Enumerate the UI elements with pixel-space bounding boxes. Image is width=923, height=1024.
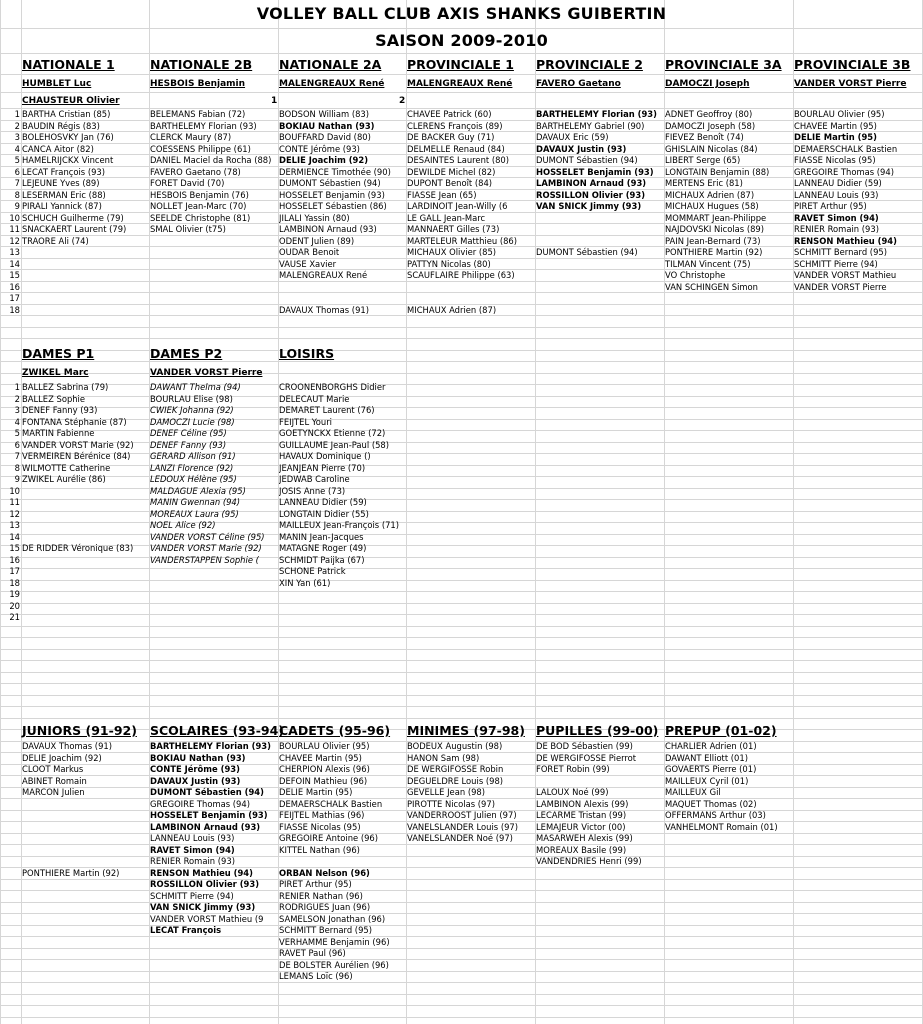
- player-entry: RENIER Romain (93): [150, 856, 235, 866]
- player-entry: GEVELLE Jean (98): [407, 787, 486, 797]
- row-number: 13: [9, 247, 20, 257]
- player-entry: ADNET Geoffroy (80): [665, 109, 753, 119]
- player-entry: LAMBINON Arnaud (93): [536, 178, 647, 188]
- player-entry: SCAUFLAIRE Philippe (63): [407, 270, 515, 280]
- player-entry: VAN SNICK Jimmy (93): [150, 902, 256, 912]
- player-entry: VANHELMONT Romain (01): [665, 821, 778, 832]
- player-entry: DEGUELDRE Louis (98): [407, 775, 504, 786]
- player-entry: ROSSILLON Olivier (93): [536, 189, 646, 200]
- player-entry: LE GALL Jean-Marc: [407, 212, 486, 223]
- player-entry: MAILLEUX Cyril (01): [665, 775, 749, 786]
- player-entry: NOEL Alice (92): [150, 520, 216, 530]
- team-coach: VANDER VORST Pierre: [794, 79, 907, 89]
- player-entry: BARTHELEMY Florian (93): [150, 120, 257, 131]
- row-number: 7: [14, 178, 20, 188]
- player-entry: DAVAUX Thomas (91): [22, 741, 113, 751]
- player-entry: LANNEAU Didier (59): [794, 178, 882, 188]
- team-header: PUPILLES (99-00): [536, 723, 659, 738]
- team-header: DAMES P2: [150, 346, 223, 361]
- player-entry: SMAL Olivier (t75): [150, 224, 226, 234]
- player-entry: NAJDOVSKI Nicolas (89): [665, 224, 765, 234]
- player-entry: DAVAUX Justin (93): [536, 143, 627, 154]
- row-number: 1: [14, 109, 20, 119]
- row-number: 16: [9, 554, 20, 565]
- player-entry: DE RIDDER Véronique (83): [22, 543, 134, 553]
- player-entry: DE BACKER Guy (71): [407, 132, 495, 142]
- team-coach: ZWIKEL Marc: [22, 368, 89, 378]
- player-entry: VANDENDRIES Henri (99): [536, 856, 642, 866]
- player-entry: VANDER VORST Céline (95): [150, 531, 265, 542]
- player-entry: RENSON Mathieu (94): [150, 867, 253, 878]
- player-entry: ODENT Julien (89): [279, 235, 355, 246]
- player-entry: DERMIENCE Timothée (90): [279, 166, 391, 177]
- team-header: SCOLAIRES (93-94): [150, 723, 285, 738]
- player-entry: DAWANT Thelma (94): [150, 382, 241, 392]
- player-entry: PONTHIERE Martin (92): [665, 247, 763, 257]
- player-entry: MOREAUX Laura (95): [150, 508, 239, 519]
- player-entry: BOKIAU Nathan (93): [279, 120, 375, 131]
- team-coach: FAVERO Gaetano: [536, 79, 621, 89]
- player-entry: RENIER Nathan (96): [279, 890, 363, 901]
- row-number: 18: [9, 577, 20, 588]
- player-entry: CHAVEE Martin (95): [279, 752, 362, 763]
- player-entry: CANCA Aitor (82): [22, 143, 94, 154]
- player-entry: DELIE Joachim (92): [279, 155, 369, 165]
- player-entry: LESERMAN Eric (88): [22, 189, 106, 200]
- player-entry: PIROTTE Nicolas (97): [407, 798, 495, 809]
- player-entry: BALLEZ Sabrina (79): [22, 382, 109, 392]
- player-entry: BALLEZ Sophie: [22, 393, 86, 404]
- player-entry: CHERPION Alexis (96): [279, 764, 370, 774]
- row-number: 5: [14, 428, 20, 438]
- player-entry: MALDAGUE Alexia (95): [150, 485, 246, 496]
- player-entry: HOSSELET Benjamin (93): [150, 810, 268, 820]
- player-entry: HOSSELET Benjamin (93): [536, 166, 654, 177]
- player-entry: GREGOIRE Thomas (94): [150, 798, 250, 809]
- player-entry: BARTHELEMY Florian (93): [150, 741, 271, 751]
- player-entry: BOURLAU Olivier (95): [794, 109, 885, 119]
- player-entry: DAVAUX Eric (59): [536, 132, 609, 142]
- player-entry: PONTHIERE Martin (92): [22, 867, 120, 878]
- player-entry: KITTEL Nathan (96): [279, 844, 360, 855]
- row-number: 15: [9, 543, 20, 553]
- team-header: DAMES P1: [22, 346, 95, 361]
- player-entry: LANNEAU Didier (59): [279, 497, 367, 507]
- player-entry: VANDER VORST Marie (92): [22, 439, 134, 450]
- player-entry: DESAINTES Laurent (80): [407, 155, 510, 165]
- player-entry: CWIEK Johanna (92): [150, 405, 234, 415]
- player-entry: VANELSLANDER Louis (97): [407, 821, 519, 832]
- player-entry: MOMMART Jean-Philippe: [665, 212, 767, 223]
- player-entry: VAN SNICK Jimmy (93): [536, 201, 642, 211]
- player-entry: ABINET Romain: [22, 775, 87, 786]
- player-entry: MALENGREAUX René: [279, 270, 368, 280]
- player-entry: DELIE Martin (95): [794, 132, 877, 142]
- player-entry: DE BOD Sébastien (99): [536, 741, 633, 751]
- team-header: NATIONALE 2A: [279, 57, 382, 72]
- player-entry: SCHUCH Guilherme (79): [22, 212, 124, 223]
- row-number: 3: [14, 405, 20, 415]
- player-entry: JEDWAB Caroline: [279, 474, 350, 484]
- player-entry: CLERCK Maury (87): [150, 132, 232, 142]
- player-entry: LANNEAU Louis (93): [794, 189, 879, 200]
- team-header: NATIONALE 1: [22, 57, 115, 72]
- row-number: 21: [9, 612, 20, 622]
- player-entry: RAVET Paul (96): [279, 948, 346, 958]
- row-number: 11: [9, 497, 20, 507]
- player-entry: TILMAN Vincent (75): [665, 258, 751, 269]
- player-entry: BARTHELEMY Florian (93): [536, 109, 657, 119]
- player-entry: PAIN Jean-Bernard (73): [665, 235, 761, 246]
- player-entry: BOURLAU Elise (98): [150, 393, 233, 404]
- player-entry: PIRET Arthur (95): [794, 201, 867, 211]
- player-entry: GERARD Allison (91): [150, 451, 236, 461]
- player-entry: LEMANS Loïc (96): [279, 971, 353, 981]
- player-entry: DUPONT Benoît (84): [407, 178, 493, 188]
- row-number: 4: [14, 143, 20, 154]
- player-entry: RENSON Mathieu (94): [794, 235, 897, 246]
- team-coach: MALENGREAUX René: [279, 79, 385, 89]
- player-entry: SCHMITT Pierre (94): [794, 258, 878, 269]
- player-entry: DEMAERSCHALK Bastien: [794, 143, 898, 154]
- player-entry: BAUDIN Régis (83): [22, 120, 100, 131]
- player-entry: MARCON Julien: [22, 787, 85, 797]
- player-entry: WILMOTTE Catherine: [22, 462, 111, 473]
- player-entry: BOUFFARD David (80): [279, 132, 371, 142]
- row-number: 12: [9, 235, 20, 246]
- player-entry: MARTIN Fabienne: [22, 428, 95, 438]
- player-entry: VANDER VORST Mathieu: [794, 270, 897, 280]
- player-entry: DENEF Fanny (93): [150, 439, 227, 450]
- player-entry: LALOUX Noé (99): [536, 787, 609, 797]
- player-entry: SAMELSON Jonathan (96): [279, 913, 386, 924]
- team-header: LOISIRS: [279, 346, 335, 361]
- player-entry: JOSIS Anne (73): [279, 485, 346, 496]
- player-entry: VANDERSTAPPEN Sophie (: [150, 554, 259, 565]
- player-entry: LEDOUX Hélène (95): [150, 474, 237, 484]
- player-entry: DUMONT Sébastien (94): [279, 178, 381, 188]
- player-entry: BOKIAU Nathan (93): [150, 752, 246, 763]
- row-number: 18: [9, 304, 20, 315]
- team-coach: MALENGREAUX René: [407, 79, 513, 89]
- player-entry: CLERENS François (89): [407, 120, 503, 131]
- player-entry: BARTHA Cristian (85): [22, 109, 111, 119]
- row-number: 9: [14, 201, 20, 211]
- team-header: PROVINCIALE 3B: [794, 57, 911, 72]
- page-title: VOLLEY BALL CLUB AXIS SHANKS GUIBERTIN: [256, 4, 667, 23]
- player-entry: CLOOT Markus: [22, 764, 84, 774]
- player-entry: SCHMITT Bernard (95): [794, 247, 888, 257]
- player-entry: SCHONE Patrick: [279, 566, 346, 576]
- player-entry: RENIER Romain (93): [794, 224, 879, 234]
- player-entry: MANNAERT Gilles (73): [407, 224, 500, 234]
- player-entry: CHAVEE Patrick (60): [407, 109, 492, 119]
- player-entry: DE WERGIFOSSE Robin: [407, 764, 504, 774]
- player-entry: VO Christophe: [665, 270, 726, 280]
- player-entry: LECAT François: [150, 925, 222, 935]
- row-number: 17: [9, 566, 20, 576]
- team-header: PREPUP (01-02): [665, 723, 777, 738]
- row-number: 12: [9, 508, 20, 519]
- player-entry: DELECAUT Marie: [279, 393, 350, 404]
- player-entry: DEMARET Laurent (76): [279, 405, 375, 415]
- player-entry: MICHAUX Adrien (87): [665, 189, 755, 200]
- player-entry: LEMAJEUR Victor (00): [536, 821, 626, 832]
- player-entry: FAVERO Gaetano (78): [150, 166, 241, 177]
- player-entry: VERMEIREN Bérénice (84): [22, 451, 131, 461]
- team-coach: HESBOIS Benjamin: [150, 79, 246, 89]
- player-entry: HESBOIS Benjamin (76): [150, 189, 249, 200]
- player-entry: MAQUET Thomas (02): [665, 798, 757, 809]
- player-entry: VANDER VORST Mathieu (9: [150, 913, 264, 924]
- team-header: MINIMES (97-98): [407, 723, 525, 738]
- player-entry: GOVAERTS Pierre (01): [665, 764, 757, 774]
- player-entry: LIBERT Serge (65): [665, 155, 741, 165]
- player-entry: DELIE Joachim (92): [22, 752, 102, 763]
- player-entry: VANDER VORST Pierre: [794, 281, 887, 292]
- player-entry: FIEVEZ Benoît (74): [665, 132, 744, 142]
- player-entry: VANELSLANDER Noé (97): [407, 833, 513, 843]
- player-entry: DE BOLSTER Aurélien (96): [279, 959, 389, 970]
- row-number: 4: [14, 416, 20, 427]
- team-header: PROVINCIALE 3A: [665, 57, 782, 72]
- player-entry: OUDAR Benoit: [279, 247, 340, 257]
- player-entry: FEIJTEL Mathias (96): [279, 810, 365, 820]
- player-entry: CHAVEE Martin (95): [794, 120, 877, 131]
- player-entry: MANIN Gwennan (94): [150, 497, 241, 507]
- player-entry: NOLLET Jean-Marc (70): [150, 201, 247, 211]
- player-entry: MERTENS Eric (81): [665, 178, 743, 188]
- player-entry: GREGOIRE Antoine (96): [279, 833, 379, 843]
- player-entry: DAMOCZI Lucie (98): [150, 416, 235, 427]
- team-coach-assistant: CHAUSTEUR Olivier: [22, 96, 120, 106]
- player-entry: LONGTAIN Benjamin (88): [665, 166, 770, 177]
- row-number: 14: [9, 258, 20, 269]
- player-entry: RODRIGUES Juan (96): [279, 902, 371, 912]
- player-entry: BOLEHOSVKY Jan (76): [22, 132, 114, 142]
- row-number: 14: [9, 531, 20, 542]
- row-number: 8: [14, 462, 20, 473]
- player-entry: MARTELEUR Matthieu (86): [407, 235, 518, 246]
- player-entry: MICHAUX Adrien (87): [407, 304, 497, 315]
- team-coach: DAMOCZI Joseph: [665, 79, 750, 89]
- player-entry: ZWIKEL Aurélie (86): [22, 474, 106, 484]
- player-entry: ORBAN Nelson (96): [279, 867, 370, 878]
- row-number: 7: [14, 451, 20, 461]
- row-number: 2: [14, 120, 20, 131]
- player-entry: JILALI Yassin (80): [279, 212, 350, 223]
- row-number: 19: [9, 589, 20, 599]
- player-entry: CHARLIER Adrien (01): [665, 741, 757, 751]
- player-entry: BODEUX Augustin (98): [407, 741, 503, 751]
- player-entry: BELEMANS Fabian (72): [150, 109, 246, 119]
- page-subtitle: SAISON 2009-2010: [375, 31, 548, 50]
- player-entry: VAN SCHINGEN Simon: [665, 281, 758, 292]
- player-entry: PIRET Arthur (95): [279, 879, 352, 889]
- player-entry: LANNEAU Louis (93): [150, 833, 235, 843]
- player-entry: DEWILDE Michel (82): [407, 166, 496, 177]
- player-entry: BARTHELEMY Gabriel (90): [536, 120, 645, 131]
- team-header: CADETS (95-96): [279, 723, 391, 738]
- player-entry: PATTYN Nicolas (80): [407, 258, 491, 269]
- player-entry: LECARME Tristan (99): [536, 810, 627, 820]
- player-entry: DENEF Céline (95): [150, 428, 227, 438]
- row-number: 16: [9, 281, 20, 292]
- player-entry: GOETYNCKX Etienne (72): [279, 428, 386, 438]
- player-entry: XIN Yan (61): [279, 577, 331, 588]
- player-entry: FORET David (70): [150, 178, 225, 188]
- row-number: 8: [14, 189, 20, 200]
- row-number: 13: [9, 520, 20, 530]
- row-number: 15: [9, 270, 20, 280]
- player-entry: DELMELLE Renaud (84): [407, 143, 505, 154]
- row-number: 3: [14, 132, 20, 142]
- player-entry: FONTANA Stéphanie (87): [22, 416, 127, 427]
- player-entry: SCHMIDT Paijka (67): [279, 554, 365, 565]
- player-entry: CONTE Jérôme (93): [279, 143, 360, 154]
- column-marker: 1: [271, 96, 278, 106]
- player-entry: HOSSELET Benjamin (93): [279, 189, 385, 200]
- player-entry: TRAORE Ali (74): [22, 235, 89, 246]
- player-entry: DEFOIN Mathieu (96): [279, 775, 368, 786]
- player-entry: HAMELRIJCKX Vincent: [22, 155, 114, 165]
- row-number: 17: [9, 293, 20, 303]
- player-entry: DEMAERSCHALK Bastien: [279, 798, 383, 809]
- player-entry: HAVAUX Dominique (): [279, 451, 371, 461]
- player-entry: LONGTAIN Didier (55): [279, 508, 369, 519]
- player-entry: DAVAUX Thomas (91): [279, 304, 370, 315]
- player-entry: DUMONT Sébastien (94): [150, 787, 264, 797]
- player-entry: DELIE Martin (95): [279, 787, 353, 797]
- player-entry: BODSON William (83): [279, 109, 370, 119]
- row-number: 2: [14, 393, 20, 404]
- player-entry: DUMONT Sébastien (94): [536, 155, 638, 165]
- row-number: 20: [9, 600, 20, 611]
- player-entry: LAMBINON Arnaud (93): [150, 821, 261, 832]
- player-entry: FIASSE Nicolas (95): [279, 821, 361, 832]
- row-number: 9: [14, 474, 20, 484]
- player-entry: SEELDE Christophe (81): [150, 212, 251, 223]
- player-entry: DAMOCZI Joseph (58): [665, 120, 756, 131]
- player-entry: FEIJTEL Youri: [279, 416, 332, 427]
- player-entry: FIASSE Nicolas (95): [794, 155, 876, 165]
- player-entry: FIASSE Jean (65): [407, 189, 477, 200]
- player-entry: DENEF Fanny (93): [22, 405, 98, 415]
- column-marker: 2: [399, 96, 406, 106]
- player-entry: VAUSE Xavier: [279, 258, 337, 269]
- row-number: 6: [14, 439, 20, 450]
- player-entry: DUMONT Sébastien (94): [536, 247, 638, 257]
- player-entry: RAVET Simon (94): [794, 212, 879, 223]
- player-entry: CROONENBORGHS Didier: [279, 382, 386, 392]
- player-entry: LAMBINON Arnaud (93): [279, 224, 377, 234]
- player-entry: LARDINOIT Jean-Willy (6: [407, 201, 508, 211]
- player-entry: MOREAUX Basile (99): [536, 844, 627, 855]
- player-entry: MAILLEUX Jean-François (71): [279, 520, 400, 530]
- player-entry: SCHMITT Bernard (95): [279, 925, 373, 935]
- player-entry: MATAGNE Roger (49): [279, 543, 367, 553]
- player-entry: DE WERGIFOSSE Pierrot: [536, 752, 637, 763]
- player-entry: MICHAUX Olivier (85): [407, 247, 497, 257]
- player-entry: JEANJEAN Pierre (70): [279, 462, 366, 473]
- team-header: PROVINCIALE 1: [407, 57, 514, 72]
- row-number: 11: [9, 224, 20, 234]
- player-entry: HANON Sam (98): [407, 752, 480, 763]
- player-entry: LEJEUNE Yves (89): [22, 178, 100, 188]
- team-coach: HUMBLET Luc: [22, 79, 92, 89]
- team-header: JUNIORS (91-92): [22, 723, 137, 738]
- team-coach: VANDER VORST Pierre: [150, 368, 263, 378]
- row-number: 10: [9, 212, 20, 223]
- player-entry: FORET Robin (99): [536, 764, 610, 774]
- row-number: 5: [14, 155, 20, 165]
- player-entry: COESSENS Philippe (61): [150, 143, 251, 154]
- player-entry: LANZI Florence (92): [150, 462, 234, 473]
- player-entry: DAWANT Elliott (01): [665, 752, 748, 763]
- player-entry: LECAT François (93): [22, 166, 106, 177]
- player-entry: ROSSILLON Olivier (93): [150, 879, 260, 889]
- player-entry: GUILLAUME Jean-Paul (58): [279, 439, 390, 450]
- player-entry: HOSSELET Sébastien (86): [279, 201, 387, 211]
- row-number: 10: [9, 485, 20, 496]
- player-entry: BOURLAU Olivier (95): [279, 741, 370, 751]
- row-number: 1: [14, 382, 20, 392]
- player-entry: SCHMITT Pierre (94): [150, 890, 234, 901]
- player-entry: OFFERMANS Arthur (03): [665, 810, 766, 820]
- team-header: NATIONALE 2B: [150, 57, 253, 72]
- player-entry: MAILLEUX Gil: [665, 787, 721, 797]
- player-entry: DAVAUX Justin (93): [150, 775, 241, 786]
- player-entry: CONTE Jérôme (93): [150, 764, 240, 774]
- player-entry: PIRALI Yannick (87): [22, 201, 102, 211]
- team-header: PROVINCIALE 2: [536, 57, 643, 72]
- player-entry: MASARWEH Alexis (99): [536, 833, 633, 843]
- player-entry: GHISLAIN Nicolas (84): [665, 143, 758, 154]
- player-entry: DANIEL Maciel da Rocha (88): [150, 155, 272, 165]
- player-entry: MICHAUX Hugues (58): [665, 201, 759, 211]
- player-entry: VANDERROOST Julien (97): [407, 810, 517, 820]
- player-entry: VANDER VORST Marie (92): [150, 543, 262, 553]
- player-entry: LAMBINON Alexis (99): [536, 798, 629, 809]
- player-entry: MANIN Jean-Jacques: [279, 531, 364, 542]
- player-entry: RAVET Simon (94): [150, 844, 235, 855]
- player-entry: GREGOIRE Thomas (94): [794, 166, 894, 177]
- player-entry: SNACKAERT Laurent (79): [22, 224, 127, 234]
- row-number: 6: [14, 166, 20, 177]
- player-entry: VERHAMME Benjamin (96): [279, 936, 390, 947]
